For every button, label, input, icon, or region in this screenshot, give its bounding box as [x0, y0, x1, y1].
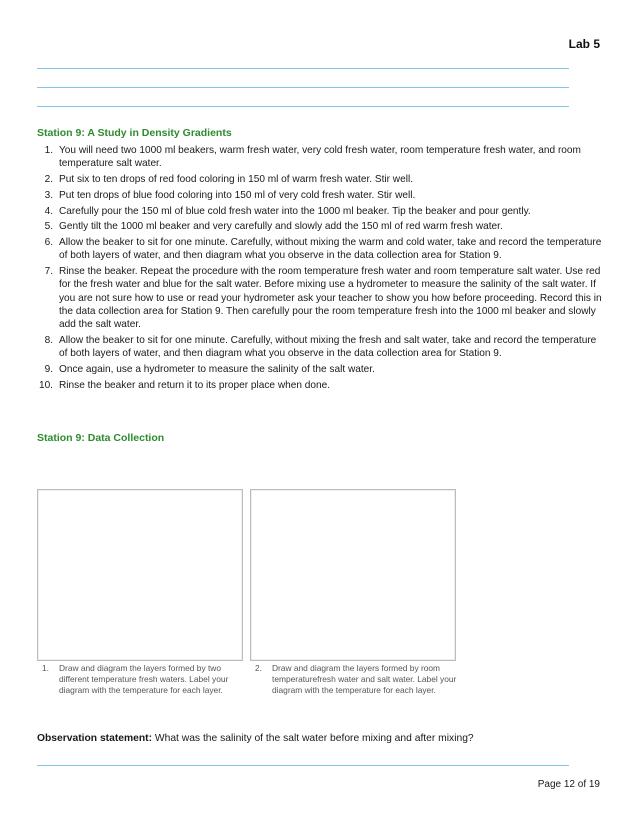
step-number: 1. [44, 145, 53, 156]
procedure-steps [22, 144, 607, 394]
step-number: 2. [44, 174, 53, 185]
list-item [22, 265, 607, 331]
caption-number: 1. [42, 663, 49, 673]
step-number: 3. [44, 189, 53, 201]
list-item [22, 334, 607, 360]
answer-line [37, 87, 569, 88]
step-text: Once again, use a hydrometer to measure the salinity of the salt water. [59, 363, 375, 375]
step-text: Gently tilt the 1000 ml beaker and very carefully and slowly add the 150 ml of red warm fresh water. [59, 221, 503, 233]
step-number: 4. [44, 205, 53, 217]
list-item [22, 205, 607, 218]
answer-line [37, 68, 569, 69]
list-item [22, 363, 607, 376]
observation-label: Observation statement: [37, 733, 153, 744]
list-item [22, 236, 607, 262]
data-collection-title: Station 9: Data Collection [37, 432, 165, 444]
observation-statement [37, 733, 597, 744]
list-item [22, 220, 607, 233]
caption-text: Draw and diagram the layers formed by room temperaturefresh water and salt water. Label your diagram with the temperature for each layer. [272, 663, 457, 695]
list-item [22, 144, 607, 170]
step-number: 6. [44, 237, 53, 249]
step-text: Carefully pour the 150 ml of blue cold fresh water into the 1000 ml beaker. Tip the beaker and pour gently. [59, 205, 531, 217]
step-text: Rinse the beaker and return it to its proper place when done. [59, 379, 331, 391]
step-text: Put six to ten drops of red food coloring in 150 ml of warm fresh water. Stir well. [59, 174, 414, 185]
section-title: Station 9: A Study in Density Gradients [37, 127, 232, 139]
step-number: 9. [44, 363, 53, 375]
list-item [22, 173, 607, 186]
caption-text: Draw and diagram the layers formed by two different temperature fresh waters. Label your diagram with the temperature for each layer. [59, 663, 229, 695]
answer-line[interactable] [37, 765, 569, 766]
step-number: 7. [44, 266, 53, 278]
observation-question: What was the salinity of the salt water before mixing and after mixing? [152, 733, 474, 744]
step-text: Allow the beaker to sit for one minute. Carefully, without mixing the fresh and salt water, take and record the temperature of both layers of water, and then diagram what you observe in the data collection area for Station 9. [59, 334, 597, 359]
step-text: You will need two 1000 ml beakers, warm fresh water, very cold fresh water, room temperature fresh water, and room temperature salt water. [59, 145, 581, 170]
lab-label: Lab 5 [568, 37, 600, 51]
list-item [22, 379, 607, 392]
step-number: 8. [44, 334, 53, 346]
diagram-box-2[interactable] [250, 489, 456, 661]
step-text: Put ten drops of blue food coloring into 150 ml of very cold fresh water. Stir well. [59, 189, 416, 201]
page-number: Page 12 of 19 [537, 779, 600, 790]
diagram-box-1[interactable] [37, 489, 243, 661]
step-number: 5. [44, 221, 53, 233]
step-text: Allow the beaker to sit for one minute. Carefully, without mixing the warm and cold water, take and record the temperature of both layers of water, and then diagram what you observe in the data collection area for Station 9. [59, 237, 602, 262]
step-text: Rinse the beaker. Repeat the procedure with the room temperature fresh water and room temperature salt water. Use red for the fresh water and blue for the salt water. Before mixing use a hydrometer to measure the salinity of the salt water. If you are not sure how to use or read your hydrometer ask your teacher to show you how before proceeding. Record this in the data collection area for Station 9. Then carefully pour the room temperature fresh into the 1000 ml beaker and slowly add the salt water. [59, 266, 602, 330]
answer-line [37, 106, 569, 107]
list-item [22, 189, 607, 202]
step-number: 10. [38, 379, 53, 391]
caption-number: 2. [255, 663, 262, 673]
